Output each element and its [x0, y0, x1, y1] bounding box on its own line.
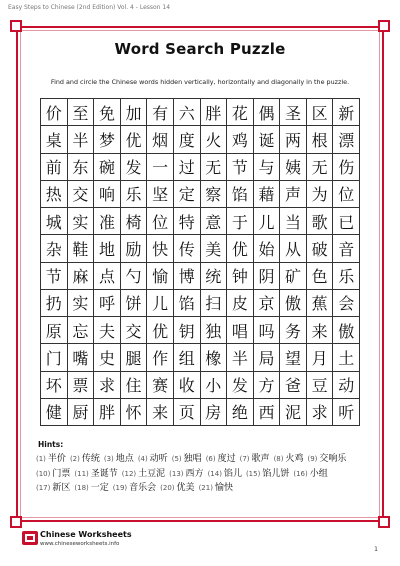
grid-cell[interactable]: 价	[41, 99, 68, 126]
hint-number: (16)	[293, 469, 308, 478]
grid-cell[interactable]: 傲	[333, 317, 360, 344]
grid-cell[interactable]: 节	[41, 263, 68, 290]
hint-number: (5)	[171, 455, 182, 463]
hint-word: 半价	[47, 454, 66, 464]
grid-cell[interactable]: 前	[41, 154, 68, 181]
grid-cell[interactable]: 嘴	[68, 344, 95, 371]
hint-word: 动听	[149, 454, 168, 464]
grid-cell[interactable]: 来	[147, 399, 174, 426]
hint-number: (3)	[103, 455, 114, 463]
grid-cell[interactable]: 坏	[41, 372, 68, 399]
hint-item	[104, 452, 134, 467]
grid-cell[interactable]: 房	[201, 399, 228, 426]
hint-item	[122, 467, 165, 482]
grid-cell[interactable]: 位	[147, 208, 174, 235]
border-corner-ornament	[378, 516, 390, 528]
hint-number: (6)	[205, 455, 216, 463]
hint-item	[70, 452, 100, 467]
grid-cell[interactable]: 偶	[254, 99, 281, 126]
grid-cell[interactable]: 求	[94, 372, 121, 399]
grid-cell[interactable]: 阴	[254, 263, 281, 290]
grid-cell[interactable]: 扔	[41, 290, 68, 317]
grid-cell[interactable]: 已	[333, 208, 360, 235]
grid-cell[interactable]: 地	[94, 235, 121, 262]
grid-cell[interactable]: 胖	[201, 99, 228, 126]
grid-cell[interactable]: 务	[280, 317, 307, 344]
grid-cell[interactable]: 优	[121, 126, 148, 153]
hint-item	[74, 467, 117, 482]
grid-cell[interactable]: 组	[174, 344, 201, 371]
grid-cell[interactable]: 求	[307, 399, 334, 426]
grid-cell[interactable]: 史	[94, 344, 121, 371]
grid-cell[interactable]: 始	[254, 235, 281, 262]
grid-cell[interactable]: 馅	[227, 181, 254, 208]
grid-cell[interactable]: 花	[227, 99, 254, 126]
grid-cell[interactable]: 局	[254, 344, 281, 371]
grid-cell[interactable]: 节	[227, 154, 254, 181]
grid-cell[interactable]: 怀	[121, 399, 148, 426]
grid-cell[interactable]: 东	[68, 154, 95, 181]
grid-cell[interactable]: 京	[254, 290, 281, 317]
grid-cell[interactable]: 美	[201, 235, 228, 262]
grid-cell[interactable]: 杂	[41, 235, 68, 262]
grid-cell[interactable]: 与	[254, 154, 281, 181]
hint-word: 新区	[52, 483, 71, 493]
footer-url: www.chineseworksheets.info	[40, 541, 120, 547]
grid-cell[interactable]: 儿	[147, 290, 174, 317]
hint-number: (11)	[74, 469, 89, 478]
grid-cell[interactable]: 页	[174, 399, 201, 426]
grid-cell[interactable]: 声	[280, 181, 307, 208]
border-corner-ornament	[10, 516, 22, 528]
grid-cell[interactable]: 泥	[280, 399, 307, 426]
grid-cell[interactable]: 位	[333, 181, 360, 208]
grid-cell[interactable]: 赛	[147, 372, 174, 399]
hint-item	[199, 481, 233, 496]
grid-cell[interactable]: 矿	[280, 263, 307, 290]
border-corner-ornament	[10, 20, 22, 32]
hint-word: 馅儿	[223, 468, 242, 479]
grid-cell[interactable]: 准	[94, 208, 121, 235]
grid-cell[interactable]: 作	[147, 344, 174, 371]
grid-cell[interactable]: 胖	[94, 399, 121, 426]
grid-cell[interactable]: 票	[68, 372, 95, 399]
grid-cell[interactable]: 豆	[307, 372, 334, 399]
grid-cell[interactable]: 歌	[307, 208, 334, 235]
hint-word: 愉快	[214, 483, 233, 493]
grid-cell[interactable]: 住	[121, 372, 148, 399]
grid-cell[interactable]: 土	[333, 344, 360, 371]
grid-cell[interactable]: 特	[174, 208, 201, 235]
hints-title: Hints:	[38, 440, 64, 449]
hint-number: (13)	[169, 469, 184, 478]
hint-number: (1)	[36, 455, 46, 463]
grid-cell[interactable]: 儿	[254, 208, 281, 235]
grid-cell[interactable]: 钥	[174, 317, 201, 344]
hint-number: (7)	[239, 455, 250, 463]
grid-cell[interactable]: 坚	[147, 181, 174, 208]
grid-cell[interactable]: 励	[121, 235, 148, 262]
hint-number: (20)	[160, 484, 175, 492]
hint-word: 馅儿饼	[262, 468, 290, 479]
grid-cell[interactable]: 动	[333, 372, 360, 399]
hint-item	[113, 481, 156, 496]
grid-cell[interactable]: 发	[227, 372, 254, 399]
page-title: Word Search Puzzle	[114, 40, 286, 58]
grid-cell[interactable]: 鸡	[227, 126, 254, 153]
page-number: 1	[374, 546, 378, 553]
grid-cell[interactable]: 健	[41, 399, 68, 426]
grid-cell[interactable]: 月	[307, 344, 334, 371]
grid-cell[interactable]: 实	[68, 290, 95, 317]
grid-cell[interactable]: 皮	[227, 290, 254, 317]
grid-cell[interactable]: 定	[174, 181, 201, 208]
hint-number: (4)	[137, 455, 148, 463]
grid-cell[interactable]: 至	[68, 99, 95, 126]
hint-number: (15)	[245, 469, 261, 478]
grid-cell[interactable]: 烟	[147, 126, 174, 153]
hint-item	[74, 481, 108, 496]
grid-cell[interactable]: 意	[201, 208, 228, 235]
grid-cell[interactable]: 爸	[280, 372, 307, 399]
grid-cell[interactable]: 交	[68, 181, 95, 208]
footer-brand: Chinese Worksheets	[40, 530, 132, 539]
grid-cell[interactable]: 半	[227, 344, 254, 371]
grid-cell[interactable]: 根	[307, 126, 334, 153]
grid-cell[interactable]: 椅	[121, 208, 148, 235]
grid-cell[interactable]: 无	[307, 154, 334, 181]
grid-cell[interactable]: 橡	[201, 344, 228, 371]
grid-cell[interactable]: 区	[307, 99, 334, 126]
grid-cell[interactable]: 钟	[227, 263, 254, 290]
hint-word: 圣诞节	[90, 468, 118, 479]
grid-cell[interactable]: 实	[68, 208, 95, 235]
logo-icon	[22, 531, 38, 545]
hint-word: 交响乐	[319, 454, 347, 464]
hint-number: (21)	[198, 484, 213, 492]
grid-cell[interactable]: 一	[147, 154, 174, 181]
grid-cell[interactable]: 优	[147, 317, 174, 344]
grid-cell[interactable]: 方	[254, 372, 281, 399]
grid-cell[interactable]: 傲	[280, 290, 307, 317]
hint-item	[160, 481, 194, 496]
hint-item	[293, 467, 327, 482]
grid-cell[interactable]: 于	[227, 208, 254, 235]
hint-item	[308, 452, 347, 467]
grid-cell[interactable]: 梦	[94, 126, 121, 153]
hint-item	[138, 452, 168, 467]
grid-cell[interactable]: 加	[121, 99, 148, 126]
hint-number: (12)	[121, 469, 137, 478]
hint-item	[172, 452, 202, 467]
hint-item	[274, 452, 304, 467]
grid-cell[interactable]: 扫	[201, 290, 228, 317]
grid-cell[interactable]: 乐	[333, 263, 360, 290]
grid-cell[interactable]: 过	[174, 154, 201, 181]
hint-word: 音乐会	[129, 483, 157, 493]
grid-cell[interactable]: 音	[333, 235, 360, 262]
grid-cell[interactable]: 姨	[280, 154, 307, 181]
grid-cell[interactable]: 城	[41, 208, 68, 235]
grid-cell[interactable]: 饼	[121, 290, 148, 317]
grid-cell[interactable]: 免	[94, 99, 121, 126]
grid-cell[interactable]: 无	[201, 154, 228, 181]
hint-number: (8)	[273, 455, 284, 463]
grid-cell[interactable]: 会	[333, 290, 360, 317]
grid-cell[interactable]: 火	[201, 126, 228, 153]
grid-cell[interactable]: 新	[333, 99, 360, 126]
grid-cell[interactable]: 收	[174, 372, 201, 399]
grid-cell[interactable]: 听	[333, 399, 360, 426]
hint-item	[240, 452, 270, 467]
hint-item	[169, 467, 203, 482]
hint-item	[36, 467, 70, 482]
grid-cell[interactable]: 发	[121, 154, 148, 181]
grid-cell[interactable]: 察	[201, 181, 228, 208]
hint-number: (10)	[36, 469, 51, 478]
hint-word: 歌声	[251, 454, 270, 464]
grid-cell[interactable]: 乐	[121, 181, 148, 208]
grid-cell[interactable]: 色	[307, 263, 334, 290]
grid-cell[interactable]: 度	[174, 126, 201, 153]
grid-cell[interactable]: 伤	[333, 154, 360, 181]
grid-cell[interactable]: 响	[94, 181, 121, 208]
grid-cell[interactable]: 麻	[68, 263, 95, 290]
hint-word: 独唱	[183, 454, 202, 464]
hint-item	[36, 452, 66, 467]
grid-cell[interactable]: 唱	[227, 317, 254, 344]
grid-cell[interactable]: 有	[147, 99, 174, 126]
grid-cell[interactable]: 夫	[94, 317, 121, 344]
grid-cell[interactable]: 两	[280, 126, 307, 153]
hint-word: 一定	[90, 483, 109, 493]
grid-cell[interactable]: 愉	[147, 263, 174, 290]
hint-number: (18)	[74, 484, 89, 492]
hint-word: 度过	[217, 454, 236, 464]
grid-cell[interactable]: 呼	[94, 290, 121, 317]
grid-cell[interactable]: 博	[174, 263, 201, 290]
grid-cell[interactable]: 碗	[94, 154, 121, 181]
grid-cell[interactable]: 快	[147, 235, 174, 262]
grid-cell[interactable]: 点	[94, 263, 121, 290]
grid-cell[interactable]: 吗	[254, 317, 281, 344]
grid-cell[interactable]: 勺	[121, 263, 148, 290]
grid-cell[interactable]: 馅	[174, 290, 201, 317]
grid-cell[interactable]: 诞	[254, 126, 281, 153]
grid-cell[interactable]: 为	[307, 181, 334, 208]
border-corner-ornament	[378, 20, 390, 32]
hint-item	[246, 467, 289, 482]
word-search-grid	[40, 98, 360, 426]
grid-cell[interactable]: 热	[41, 181, 68, 208]
hint-word: 西方	[185, 468, 204, 479]
grid-cell[interactable]: 破	[307, 235, 334, 262]
grid-cell[interactable]: 半	[68, 126, 95, 153]
grid-cell[interactable]: 独	[201, 317, 228, 344]
grid-cell[interactable]: 优	[227, 235, 254, 262]
grid-cell[interactable]: 腿	[121, 344, 148, 371]
hint-word: 小组	[309, 468, 328, 479]
hint-word: 门票	[52, 468, 71, 479]
grid-cell[interactable]: 望	[280, 344, 307, 371]
grid-cell[interactable]: 绝	[227, 399, 254, 426]
hint-word: 地点	[115, 454, 134, 464]
grid-cell[interactable]: 忘	[68, 317, 95, 344]
hint-word: 传统	[81, 454, 100, 464]
document-header: Easy Steps to Chinese (2nd Edition) Vol. 4 - Lesson 14	[8, 4, 171, 11]
grid-cell[interactable]: 原	[41, 317, 68, 344]
hint-word: 火鸡	[285, 454, 304, 464]
grid-cell[interactable]: 交	[121, 317, 148, 344]
grid-cell[interactable]: 小	[201, 372, 228, 399]
grid-cell[interactable]: 来	[307, 317, 334, 344]
hint-item	[36, 481, 70, 496]
hints-list	[36, 452, 366, 496]
grid-cell[interactable]: 厨	[68, 399, 95, 426]
hint-number: (19)	[112, 484, 128, 492]
grid-cell[interactable]: 桌	[41, 126, 68, 153]
grid-cell[interactable]: 传	[174, 235, 201, 262]
grid-cell[interactable]: 统	[201, 263, 228, 290]
grid-cell[interactable]: 从	[280, 235, 307, 262]
hint-word: 优美	[176, 483, 195, 493]
grid-cell[interactable]: 门	[41, 344, 68, 371]
hint-word: 土豆泥	[138, 468, 166, 479]
grid-cell[interactable]: 圣	[280, 99, 307, 126]
grid-cell[interactable]: 藉	[254, 181, 281, 208]
grid-cell[interactable]: 鞋	[68, 235, 95, 262]
hint-item	[208, 467, 242, 482]
grid-cell[interactable]: 当	[280, 208, 307, 235]
grid-cell[interactable]: 漂	[333, 126, 360, 153]
grid-cell[interactable]: 西	[254, 399, 281, 426]
grid-cell[interactable]: 六	[174, 99, 201, 126]
hint-number: (17)	[36, 484, 51, 492]
instructions: Find and circle the Chinese words hidden vertically, horizontally and diagonally in the puzzle.	[50, 78, 350, 86]
hint-item	[206, 452, 236, 467]
hint-number: (14)	[207, 469, 222, 478]
grid-cell[interactable]: 蕉	[307, 290, 334, 317]
hint-number: (2)	[69, 455, 80, 463]
hint-number: (9)	[307, 455, 318, 463]
